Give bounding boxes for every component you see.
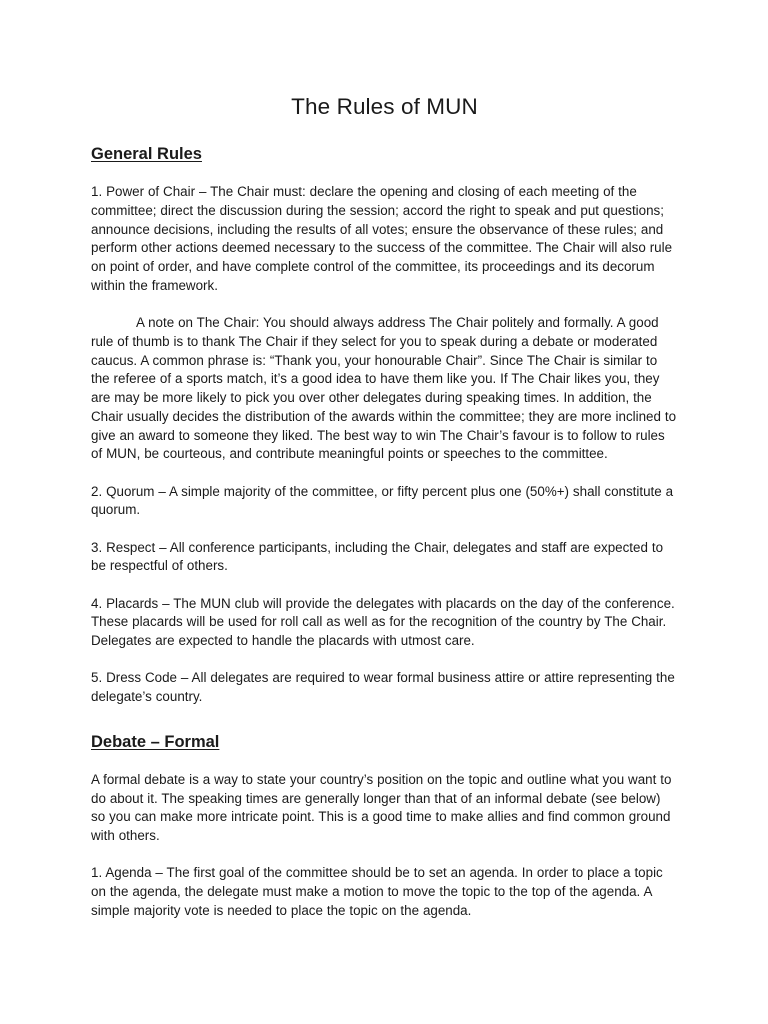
paragraph-dress-code: 5. Dress Code – All delegates are required to wear formal business attire or attire representing the delegate’s country.	[91, 670, 675, 704]
paragraph-quorum: 2. Quorum – A simple majority of the committee, or fifty percent plus one (50%+) shall constitute a quorum.	[91, 483, 674, 518]
paragraph-note-on-chair: A note on The Chair: You should always address The Chair politely and formally. A good rule of thumb is to thank The Chair if they select for you to speak during a debate or moderated caucus. A common phrase is: “Thank you, your honourable Chair”. Since The Chair is similar to the referee of a sports match, it’s a good idea to have them like you. If The Chair likes you, they are may be more likely to pick you over other delegates during speaking times. In addition, the Chair usually decides the distribution of the awards within the committee; they are more inclined to give an award to someone they liked. The best way to win The Chair’s favour is to follow to rules of MUN, be courteous, and contribute meaningful points or speeches to the committee.	[91, 315, 677, 462]
paragraph-placards: 4. Placards – The MUN club will provide the delegates with placards on the day of the conference. These placards will be used for roll call as well as for the recognition of the country by The Chair. Delegates are expected to handle the placards with utmost care.	[91, 595, 675, 648]
document-title: The Rules of MUN	[291, 94, 478, 119]
section-heading-debate-formal: Debate – Formal	[91, 732, 220, 751]
paragraph-formal-debate-intro: A formal debate is a way to state your country’s position on the topic and outline what you want to do about it. The speaking times are generally longer than that of an informal debate (see below) so you can make more intricate point. This is a good time to make allies and find common ground with others.	[91, 771, 672, 843]
section-heading-general-rules: General Rules	[91, 145, 202, 163]
paragraph-respect: 3. Respect – All conference participants, including the Chair, delegates and staff are expected to be respectful of others.	[91, 539, 664, 574]
paragraph-agenda: 1. Agenda – The first goal of the committee should be to set an agenda. In order to place a topic on the agenda, the delegate must make a motion to move the topic to the top of the agenda. A simple majority vote is needed to place the topic on the agenda.	[91, 865, 663, 918]
paragraph-power-of-chair: 1. Power of Chair – The Chair must: declare the opening and closing of each meeting of the committee; direct the discussion during the session; accord the right to speak and put questions; announce decisions, including the results of all votes; ensure the observance of these rules; and perform other actions deemed necessary to the success of the committee. The Chair will also rule on point of order, and have complete control of the committee, its proceedings and its decorum within the framework.	[91, 184, 673, 293]
